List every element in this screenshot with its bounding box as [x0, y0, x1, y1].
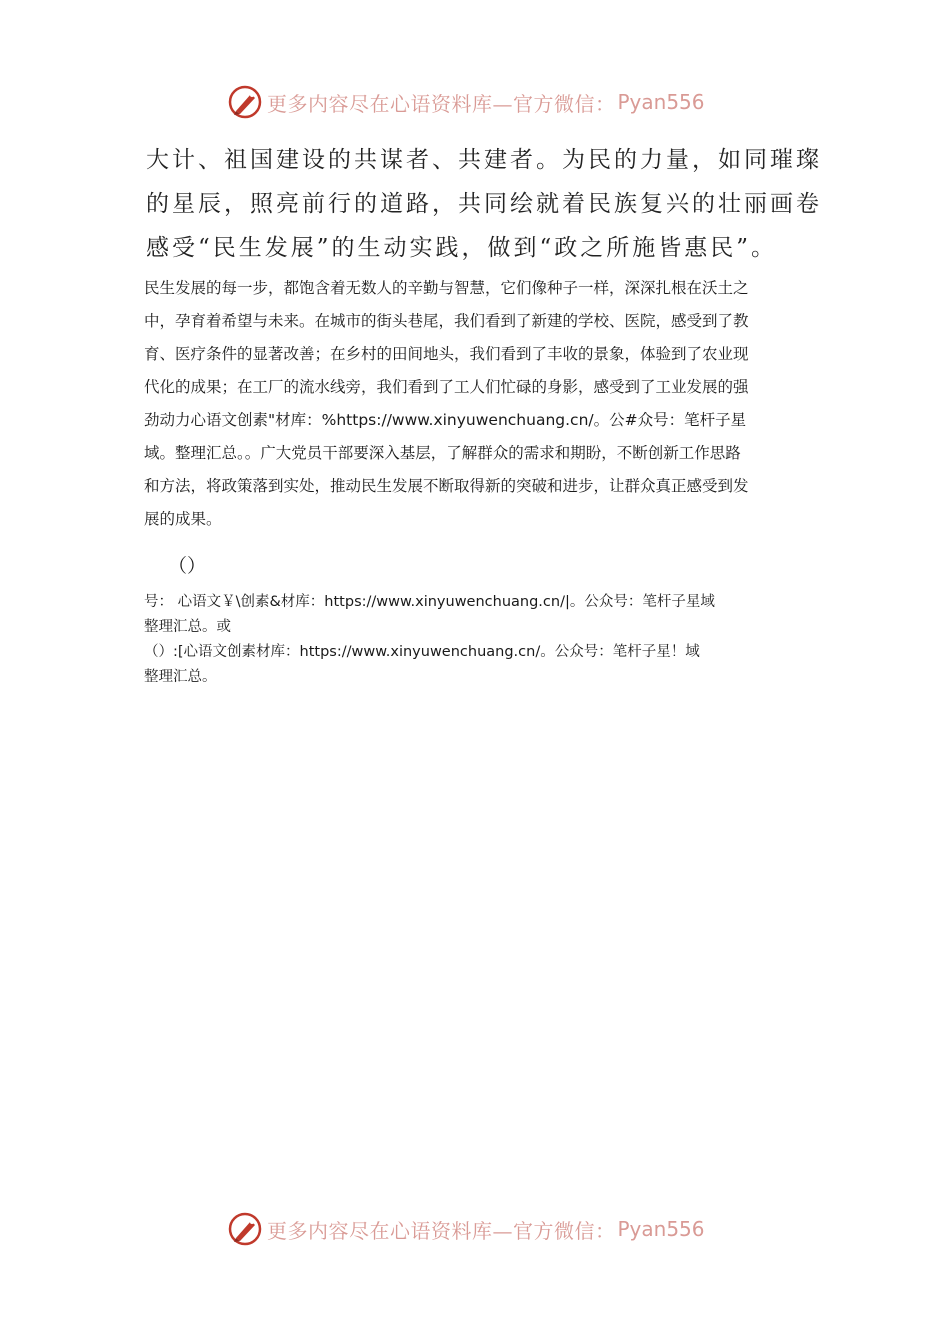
banner-text: 更多内容尽在心语资料库—官方微信：	[267, 1218, 616, 1243]
body-paragraph-line: 和方法，将政策落到实处，推动民生发展不断取得新的突破和进步，让群众真正感受到发	[144, 477, 749, 495]
body-paragraph-line: 代化的成果；在工厂的流水线旁，我们看到了工人们忙碌的身影，感受到了工业发展的强	[144, 378, 749, 396]
body-paragraph-line: 劲动力心语文创素"材库：%https://www.xinyuwenchuang.cn/。公#众号：笔杆子星	[144, 411, 747, 429]
header-banner	[227, 82, 705, 122]
body-paragraph-line: 域。整理汇总。。广大党员干部要深入基层，了解群众的需求和期盼，不断创新工作思路	[144, 444, 741, 462]
footnote-line: （）:[心语文创素材库：https://www.xinyuwenchuang.cn/。公众号：笔杆子星！域	[144, 644, 700, 660]
footer-banner	[227, 1209, 705, 1249]
body-paragraph-line: 中，孕育着希望与未来。在城市的街头巷尾，我们看到了新建的学校、医院，感受到了教	[144, 312, 749, 330]
banner-wechat-id: Pyan556	[617, 90, 705, 114]
body-paragraph-line: 民生发展的每一步，都饱含着无数人的辛勤与智慧，它们像种子一样，深深扎根在沃土之	[144, 279, 749, 297]
body-paragraph-line: 育、医疗条件的显著改善；在乡村的田间地头，我们看到了丰收的景象，体验到了农业现	[144, 345, 749, 363]
body-paragraph	[144, 272, 814, 536]
large-paragraph-line: 的星辰，照亮前行的道路，共同绘就着民族复兴的壮丽画卷	[146, 191, 822, 217]
parenthesis-mark: （）	[168, 555, 207, 577]
footnote-line: 号： 心语文￥\创素&材库：https://www.xinyuwenchuang.cn/|。公众号：笔杆子星域	[144, 594, 715, 610]
banner-wechat-id: Pyan556	[617, 1217, 705, 1241]
footnote-2	[144, 640, 824, 690]
footnote-line: 整理汇总。	[144, 669, 217, 685]
large-paragraph-line: 感受“民生发展”的生动实践，做到“政之所施皆惠民”。	[146, 235, 778, 261]
banner-text: 更多内容尽在心语资料库—官方微信：	[267, 91, 616, 116]
footnote-line: 整理汇总。或	[144, 619, 231, 635]
large-paragraph	[146, 138, 826, 270]
large-paragraph-line: 大计、祖国建设的共谋者、共建者。为民的力量，如同璀璨	[146, 147, 822, 173]
body-paragraph-line: 展的成果。	[144, 510, 222, 528]
pen-logo-icon	[227, 1211, 263, 1247]
footnote-1	[144, 590, 824, 640]
pen-logo-icon	[227, 84, 263, 120]
